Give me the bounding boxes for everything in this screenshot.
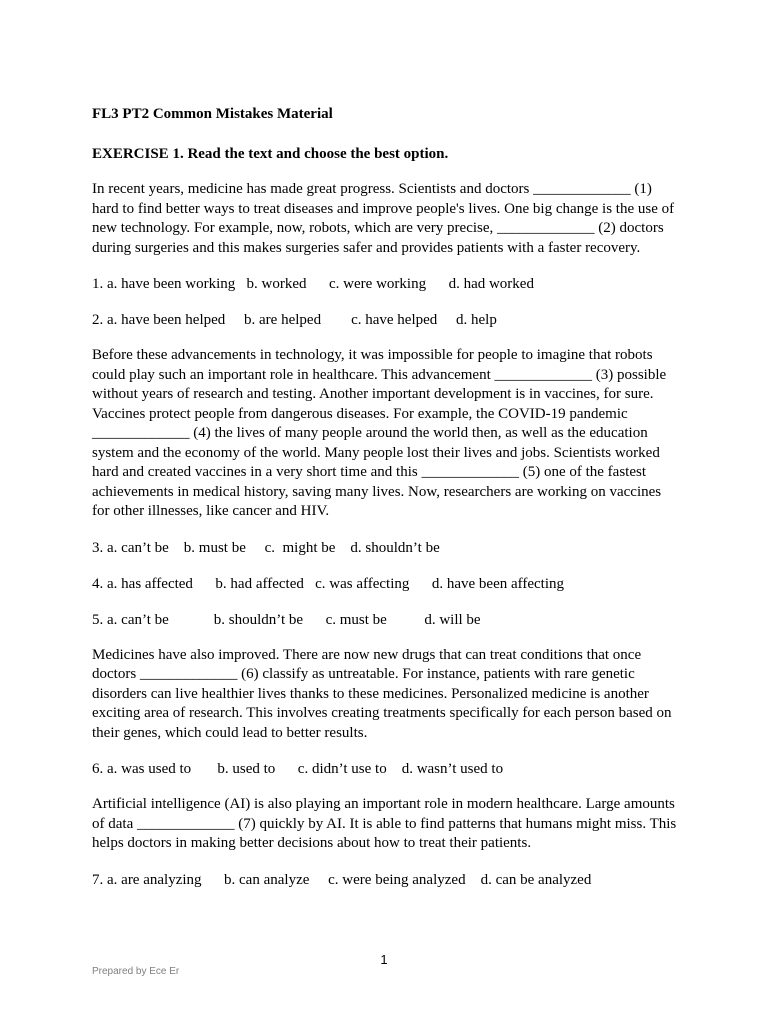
paragraph-4: Artificial intelligence (AI) is also playing an important role in modern healthcare. Large amounts of data _____________ (7) quickly by AI. It is able to find patterns that humans might miss. This helps doctors in making better decisions about how to treat their patients. bbox=[92, 796, 677, 851]
paragraph-2: Before these advancements in technology, it was impossible for people to imagine that robots could play such an important role in healthcare. This advancement _____________ (3) possible without years of research and testing. Another important development is in vaccines, for sure. Vaccines protect people from dangerous diseases. For example, the COVID-19 pandemic _____________ (4) the lives of many people around the world then, as well as the education system and the economy of the world. Many people lost their lives and jobs. Scientists worked hard and created vaccines in a very short time and this _____________ (5) one of the fastest achievements in medical history, saving many lives. Now, researchers are working on vaccines for other illnesses, like cancer and HIV. bbox=[92, 347, 667, 519]
question-2-options: 2. a. have been helped b. are helped c. have helped d. help bbox=[92, 312, 497, 328]
paragraph-1: In recent years, medicine has made great progress. Scientists and doctors _____________ (1) hard to find better ways to treat diseases and improve people's lives. One big change is the use of new technology. For example, now, robots, which are very precise, _____________ (2) doctors during surgeries and this makes surgeries safer and provides patients with a faster recovery. bbox=[92, 181, 675, 256]
exercise-heading: EXERCISE 1. Read the text and choose the best option. bbox=[92, 146, 449, 162]
question-6-options: 6. a. was used to b. used to c. didn’t use to d. wasn’t used to bbox=[92, 761, 504, 777]
paragraph-3: Medicines have also improved. There are now new drugs that can treat conditions that once doctors _____________ (6) classify as untreatable. For instance, patients with rare genetic disorders can live healthier lives thanks to these medicines. Personalized medicine is another exciting area of research. This involves creating treatments specifically for each person based on their genes, which could lead to better results. bbox=[92, 646, 672, 741]
question-1-options: 1. a. have been working b. worked c. were working d. had worked bbox=[92, 276, 534, 292]
prepared-by-footer: Prepared by Ece Er bbox=[92, 966, 180, 977]
document-page bbox=[92, 104, 682, 906]
question-7-options: 7. a. are analyzing b. can analyze c. were being analyzed d. can be analyzed bbox=[92, 871, 592, 888]
question-4-options: 4. a. has affected b. had affected c. was affecting d. have been affecting bbox=[92, 575, 565, 592]
question-3-options: 3. a. can’t be b. must be c. might be d. shouldn’t be bbox=[92, 539, 440, 556]
page-number: 1 bbox=[380, 952, 388, 967]
document-title: FL3 PT2 Common Mistakes Material bbox=[92, 106, 333, 122]
question-5-options: 5. a. can’t be b. shouldn’t be c. must be d. will be bbox=[92, 611, 481, 628]
